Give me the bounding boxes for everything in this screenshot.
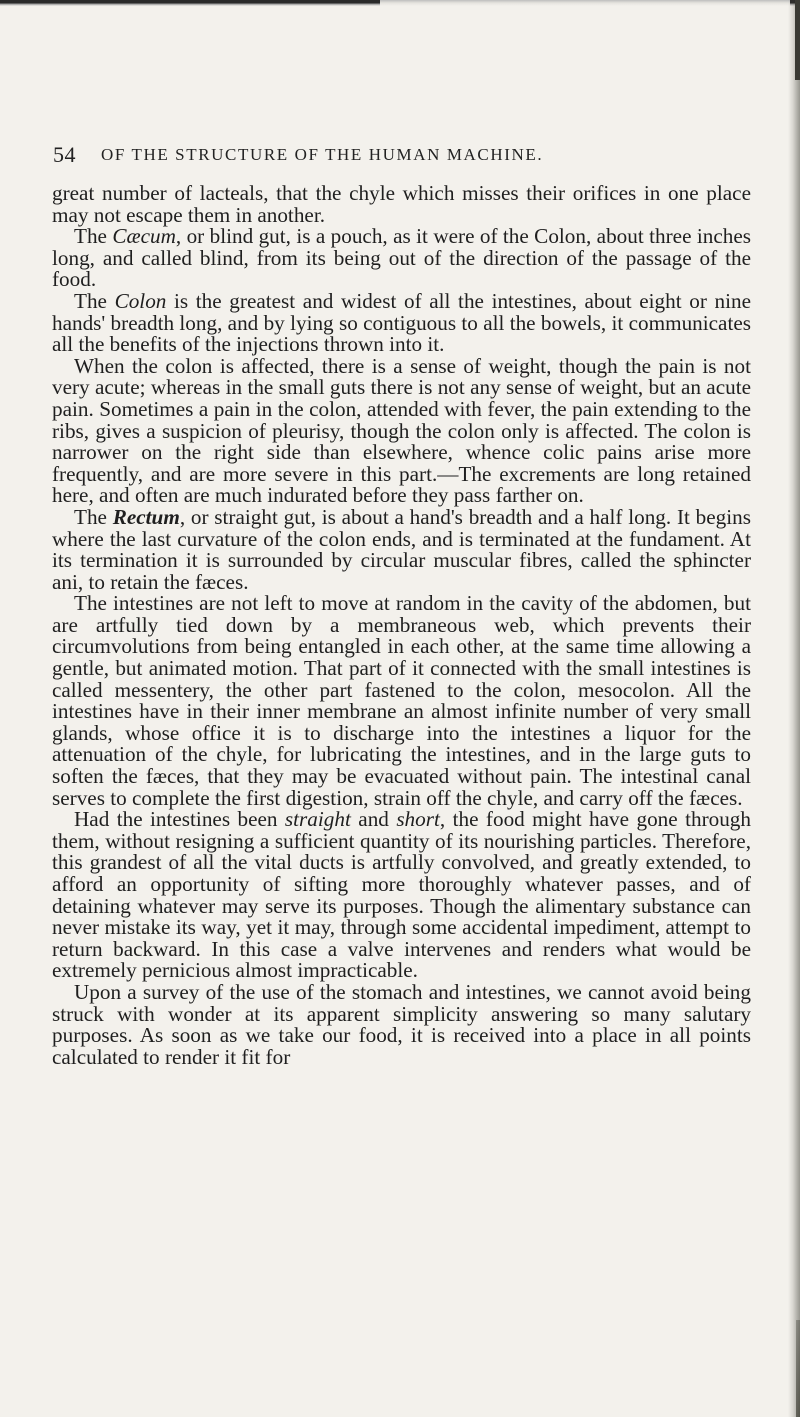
term-rectum: Rectum [112, 504, 180, 529]
paragraph-colon-affected [52, 353, 751, 508]
top-rule-faded [380, 0, 790, 6]
paragraph-text: The [74, 504, 113, 529]
term-colon: Colon [114, 288, 167, 313]
paragraph-text: Had the intestines been [74, 807, 285, 832]
paragraph-text: Upon a survey of the use of the stomach and intestines, we cannot avoid being struck with wonder at its apparent simplicity answering so many salutary purposes. As soon as we take our food, it is received into a place in all points calculated to render it fit for [52, 979, 751, 1069]
paragraph-text: The intestines are not left to move at random in the cavity of the abdomen, but are artfully tied down by a membraneous web, which prevents their circumvolutions from being entangled in each other, at the same time allowing a gentle, but animated motion. That part of it connected with the small intestines is called messentery, the other part fastened to the colon, mesocolon. All the intestines have in their inner membrane an almost infinite number of very small glands, whose office it is to discharge into the intestines a liquor for the attenuation of the chyle, for lubricating the intestines, and in the large guts to soften the fæces, that they may be evacuated without pain. The intestinal canal serves to complete the first digestion, strain off the chyle, and carry off the fæces. [52, 591, 751, 810]
paragraph-straight-short [52, 809, 751, 982]
paragraph-colon [52, 288, 751, 357]
paragraph-text: , or straight gut, is about a hand's breadth and a half long. It begins where the last curvature of the colon ends, and is terminated at the fundament. At its termination it is surrounded by circular muscular fibres, called the sphincter ani, to retain the fæces. [52, 504, 751, 594]
paragraph-text: is the greatest and widest of all the intestines, about eight or nine hands' breadth long, and by lying so contiguous to all the bowels, it communicates all the benefits of the injections thrown into it. [52, 288, 751, 357]
page-edge-dark-top [795, 0, 800, 80]
paragraph-text: The [74, 288, 115, 313]
paragraph-caecum [52, 226, 751, 291]
running-head: OF THE STRUCTURE OF THE HUMAN MACHINE. [101, 145, 544, 164]
term-short: short [396, 807, 440, 832]
paragraph-text: , the food might have gone through them, without resigning a sufficient quantity of its nourishing particles. Therefore, this grandest of all the vital ducts is artfully convolved, and greatly extended, to afford an opportunity of sifting more thoroughly whatever passes, and of detaining whatever may serve its purposes. Though the alimentary substance can never mistake its way, yet it may, through some accidental impediment, attempt to return backward. In this case a valve intervenes and renders what would be extremely pernicious almost impracticable. [52, 807, 751, 983]
page-number: 54 [53, 142, 76, 167]
page-edge-dark-bottom [796, 1320, 800, 1417]
paragraph-text: The [74, 224, 113, 249]
paragraph-text: great number of lacteals, that the chyle which misses their orifices in one place may not escape them in another. [52, 181, 751, 227]
paragraph-survey [52, 979, 751, 1069]
paragraph-continuation [52, 183, 751, 226]
paragraph-text: , or blind gut, is a pouch, as it were of the Colon, about three inches long, and called blind, from its being out of the direction of the passage of the food. [52, 224, 751, 292]
page-edge-shadow [788, 0, 800, 1417]
paragraph-text: When the colon is affected, there is a sense of weight, though the pain is not very acute; whereas in the small guts there is not any sense of weight, but an acute pain. Sometimes a pain in the colon, attended with fever, the pain extending to the ribs, gives a suspicion of pleurisy, though the colon only is affected. The colon is narrower on the right side than elsewhere, whence colic pains arise more frequently, and are more severe in this part.—The excrements are long retained here, and often are much indurated before they pass farther on. [52, 353, 751, 508]
paragraph-text: and [350, 807, 397, 832]
paragraph-rectum [52, 504, 751, 594]
term-straight: straight [284, 807, 351, 832]
paragraph-intestines [52, 593, 751, 809]
term-caecum: Cæcum [112, 224, 176, 249]
body-text [52, 183, 751, 1068]
